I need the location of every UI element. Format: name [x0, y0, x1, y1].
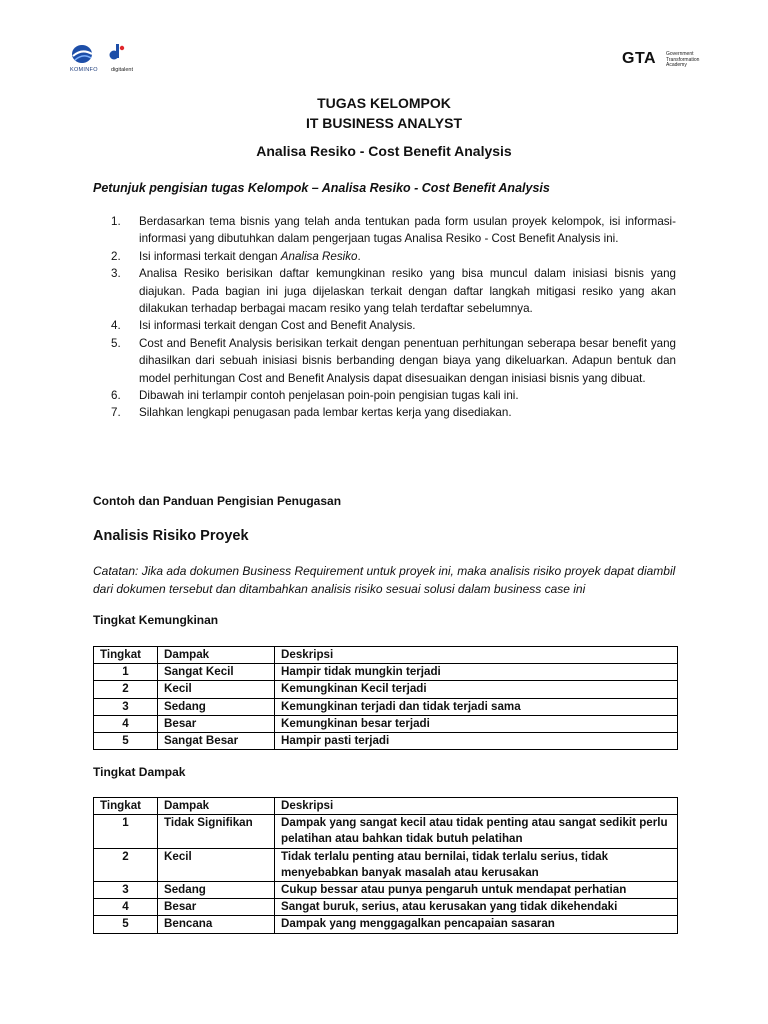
table-row: [94, 733, 678, 750]
kominfo-logo-text: KOMINFO: [70, 67, 98, 73]
risk-analysis-heading: Analisis Risiko Proyek: [93, 528, 249, 544]
table-cell: 4: [94, 899, 158, 916]
likelihood-table: [93, 646, 678, 750]
table-cell: 3: [94, 882, 158, 899]
table-cell: Besar: [158, 899, 275, 916]
table-cell: Besar: [158, 715, 275, 732]
example-guide-heading: Contoh dan Panduan Pengisian Penugasan: [93, 494, 342, 508]
gta-sub-line: Academy: [666, 62, 687, 68]
table-cell: Dampak yang menggagalkan pencapaian sasaran: [275, 916, 678, 933]
table-cell: 4: [94, 715, 158, 732]
table-header-cell: Dampak: [158, 798, 275, 815]
impact-level-label: Tingkat Dampak: [93, 765, 186, 779]
table-row: [94, 681, 678, 698]
table-header-cell: Tingkat: [94, 798, 158, 815]
table-cell: Kemungkinan terjadi dan tidak terjadi sama: [275, 698, 678, 715]
table-cell: Bencana: [158, 916, 275, 933]
list-item: 1. Berdasarkan tema bisnis yang telah anda tentukan pada form usulan proyek kelompok, isi informasi-informasi yang dibutuhkan dalam pengerjaan tugas Analisa Resiko - Cost Benefit Analysis ini.: [111, 215, 676, 246]
table-row: [94, 698, 678, 715]
gta-sub-line: Transformation: [666, 56, 700, 63]
table-cell: Kemungkinan besar terjadi: [275, 715, 678, 732]
gta-logo: [622, 50, 712, 72]
table-row: [94, 664, 678, 681]
document-subtitle: Analisa Resiko - Cost Benefit Analysis: [256, 143, 512, 159]
likelihood-level-label: Tingkat Kemungkinan: [93, 613, 219, 627]
table-cell: 5: [94, 733, 158, 750]
table-cell: Sangat buruk, serius, atau kerusakan yang tidak dikehendaki: [275, 899, 678, 916]
table-cell: Cukup bessar atau punya pengaruh untuk mendapat perhatian: [275, 882, 678, 899]
table-header-cell: Deskripsi: [275, 798, 678, 815]
list-item: 6. Dibawah ini terlampir contoh penjelasan poin-poin pengisian tugas kali ini.: [111, 389, 519, 403]
list-item: 7. Silahkan lengkapi penugasan pada lembar kertas kerja yang disediakan.: [111, 406, 512, 420]
table-row: [94, 882, 678, 899]
table-header-row: [94, 647, 678, 664]
table-cell: Hampir pasti terjadi: [275, 733, 678, 750]
table-row: [94, 715, 678, 732]
table-cell: 3: [94, 698, 158, 715]
table-cell: Kecil: [158, 681, 275, 698]
table-row: [94, 916, 678, 933]
table-cell: 5: [94, 916, 158, 933]
kominfo-digitalent-logo: [70, 42, 140, 76]
table-cell: Sedang: [158, 698, 275, 715]
table-cell: 1: [94, 664, 158, 681]
table-cell: Sangat Besar: [158, 733, 275, 750]
table-cell: 1: [94, 815, 158, 848]
instructions-list: [93, 213, 676, 422]
table-header-cell: Tingkat: [94, 647, 158, 664]
list-item: 4. Isi informasi terkait dengan Cost and Benefit Analysis.: [111, 319, 416, 333]
list-item: 2. Isi informasi terkait dengan Analisa Resiko.: [111, 249, 361, 263]
kominfo-logo-icon: [70, 42, 140, 68]
table-cell: Kemungkinan Kecil terjadi: [275, 681, 678, 698]
table-header-cell: Dampak: [158, 647, 275, 664]
document-title-line1: TUGAS KELOMPOK: [317, 95, 451, 111]
table-header-row: [94, 798, 678, 815]
table-cell: Tidak terlalu penting atau bernilai, tidak terlalu serius, tidak menyebabkan banyak masalah atau kerusakan: [275, 848, 678, 881]
table-row: [94, 899, 678, 916]
table-cell: 2: [94, 681, 158, 698]
document-title-line2: IT BUSINESS ANALYST: [305, 115, 463, 131]
instructions-heading: Petunjuk pengisian tugas Kelompok – Analisa Resiko - Cost Benefit Analysis: [93, 181, 550, 195]
table-cell: Dampak yang sangat kecil atau tidak penting atau sangat sedikit perlu pelatihan atau bahkan tidak butuh pelatihan: [275, 815, 678, 848]
table-row: [94, 848, 678, 881]
table-cell: Hampir tidak mungkin terjadi: [275, 664, 678, 681]
gta-logo-subtitle: [666, 52, 706, 69]
impact-table: [93, 797, 678, 934]
table-cell: 2: [94, 848, 158, 881]
note-paragraph: Catatan: Jika ada dokumen Business Requirement untuk proyek ini, maka analisis risiko proyek dapat diambil dari dokumen tersebut dan ditambahkan analisis risiko sesuai solusi dalam business case ini: [93, 564, 676, 596]
digitalent-logo-text: digitalent: [111, 67, 134, 73]
list-item: 3. Analisa Resiko berisikan daftar kemungkinan resiko yang bisa muncul dalam inisiasi bisnis yang diajukan. Pada bagian ini juga dijelaskan terkait dengan daftar langkah mitigasi resiko yang akan dilakukan terhadap berbagai macam resiko yang telah terdaftar sebelumnya.: [111, 267, 676, 316]
table-row: [94, 815, 678, 848]
table-cell: Sangat Kecil: [158, 664, 275, 681]
gta-sub-line: Government: [666, 51, 694, 57]
table-cell: Kecil: [158, 848, 275, 881]
table-cell: Sedang: [158, 882, 275, 899]
list-item: 5. Cost and Benefit Analysis berisikan terkait dengan penentuan perhitungan seberapa besar benefit yang dihasilkan dari sebuah inisiasi bisnis berbanding dengan biaya yang dikeluarkan. Adapun bentuk dan model perhitungan Cost and Benefit Analysis dapat disesuaikan dengan inisiasi bisnis yang dibuat.: [111, 336, 676, 385]
table-cell: Tidak Signifikan: [158, 815, 275, 848]
table-header-cell: Deskripsi: [275, 647, 678, 664]
gta-logo-text: GTA: [622, 50, 657, 67]
